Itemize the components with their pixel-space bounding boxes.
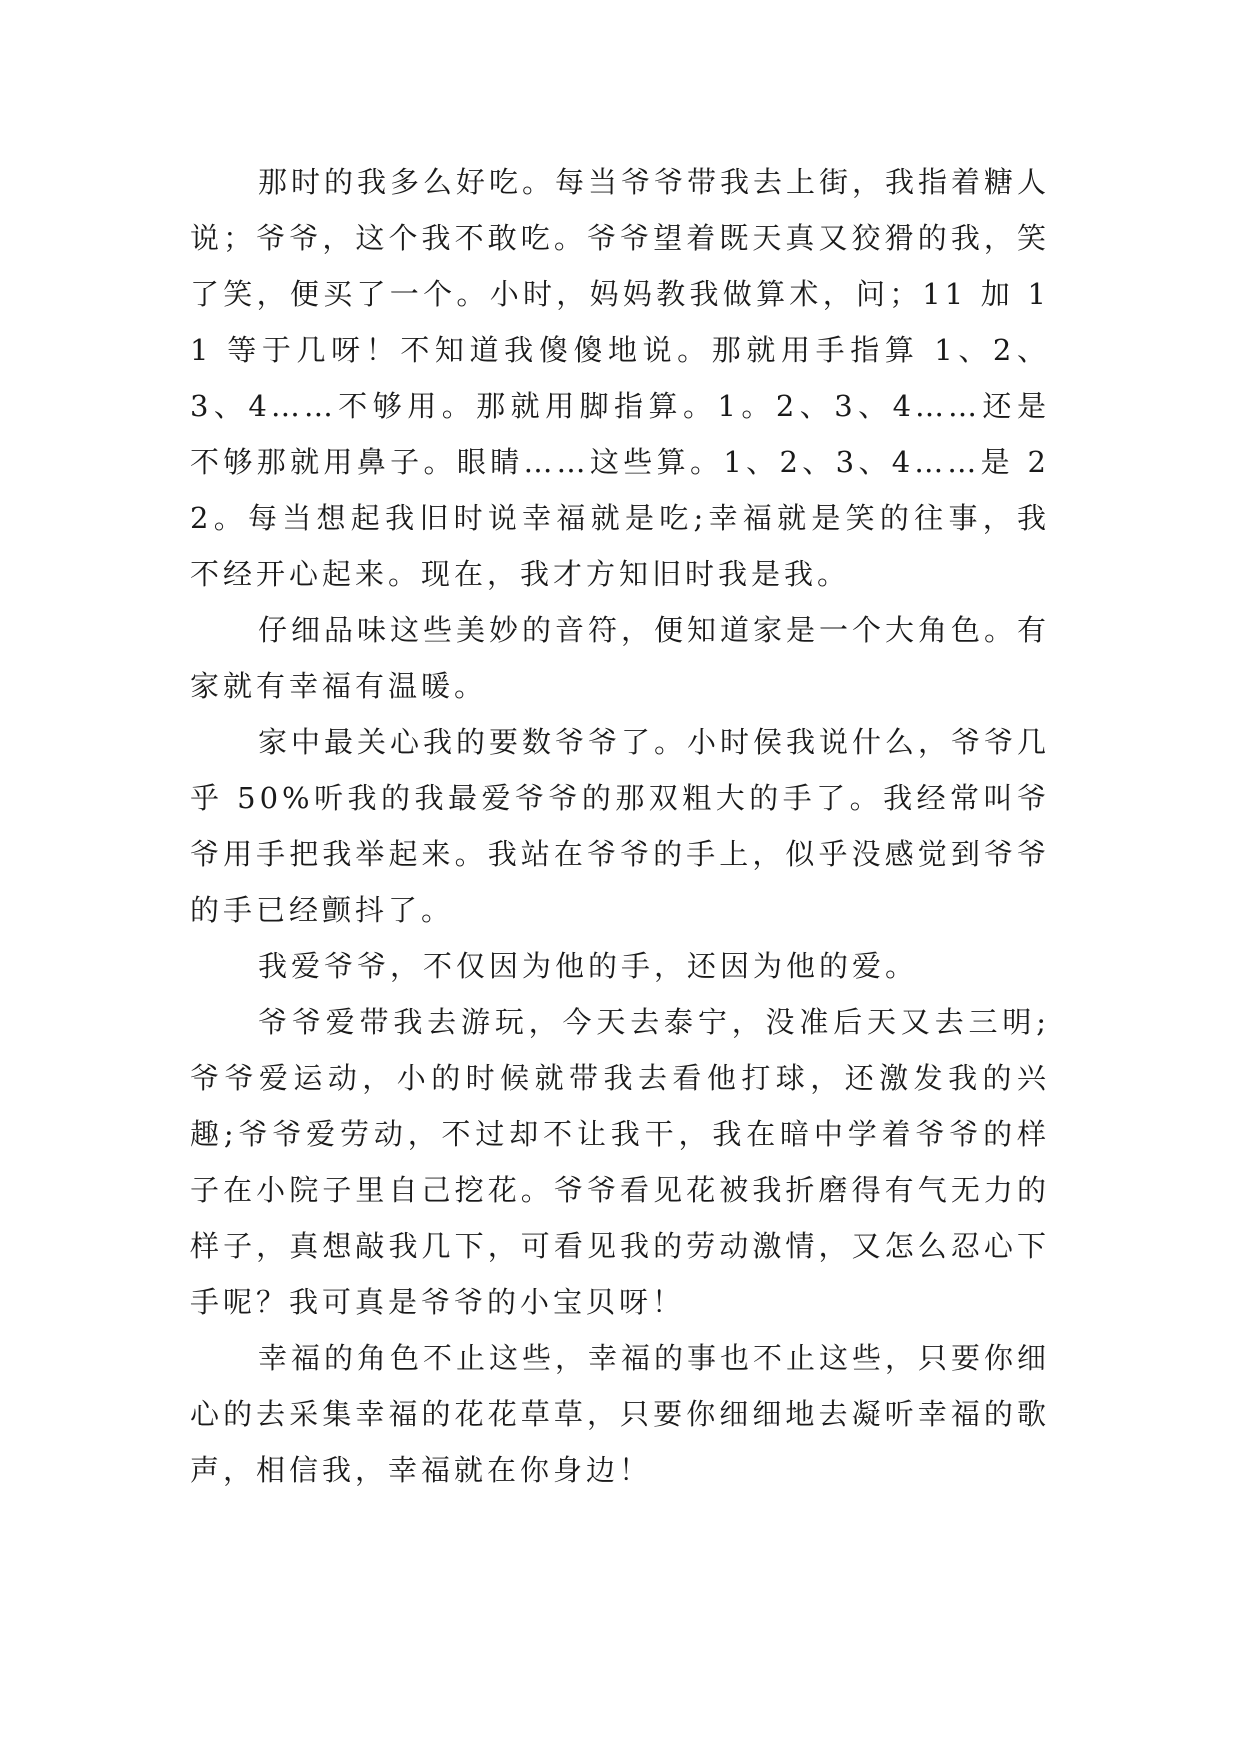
paragraph-6: 幸福的角色不止这些，幸福的事也不止这些，只要你细心的去采集幸福的花花草草，只要你细细地去凝听幸福的歌声，相信我，幸福就在你身边！ xyxy=(190,1341,1051,1487)
paragraph-4: 我爱爷爷，不仅因为他的手，还因为他的爱。 xyxy=(258,949,919,983)
document-body xyxy=(190,154,1050,1498)
paragraph-1: 那时的我多么好吃。每当爷爷带我去上街，我指着糖人说；爷爷，这个我不敢吃。爷爷望着既天真又狡猾的我，笑了笑，便买了一个。小时，妈妈教我做算术，问；11 加 11 等于几呀！不知道我傻傻地说。那就用手指算 1、2、3、4……不够用。那就用脚指算。1。2、3、4……还是不够那就用鼻子。眼睛……这些算。1、2、3、4……是 22。每当想起我旧时说幸福就是吃;幸福就是笑的往事，我不经开心起来。现在，我才方知旧时我是我。 xyxy=(190,165,1051,591)
paragraph-2: 仔细品味这些美妙的音符，便知道家是一个大角色。有家就有幸福有温暖。 xyxy=(190,613,1051,703)
paragraph-5: 爷爷爱带我去游玩，今天去泰宁，没准后天又去三明;爷爷爱运动，小的时候就带我去看他打球，还激发我的兴趣;爷爷爱劳动，不过却不让我干，我在暗中学着爷爷的样子在小院子里自己挖花。爷爷看见花被我折磨得有气无力的样子，真想敲我几下，可看见我的劳动激情，又怎么忍心下手呢？我可真是爷爷的小宝贝呀！ xyxy=(190,1005,1050,1319)
paragraph-3: 家中最关心我的要数爷爷了。小时侯我说什么，爷爷几乎 50%听我的我最爱爷爷的那双粗大的手了。我经常叫爷爷用手把我举起来。我站在爷爷的手上，似乎没感觉到爷爷的手已经颤抖了。 xyxy=(190,725,1051,927)
